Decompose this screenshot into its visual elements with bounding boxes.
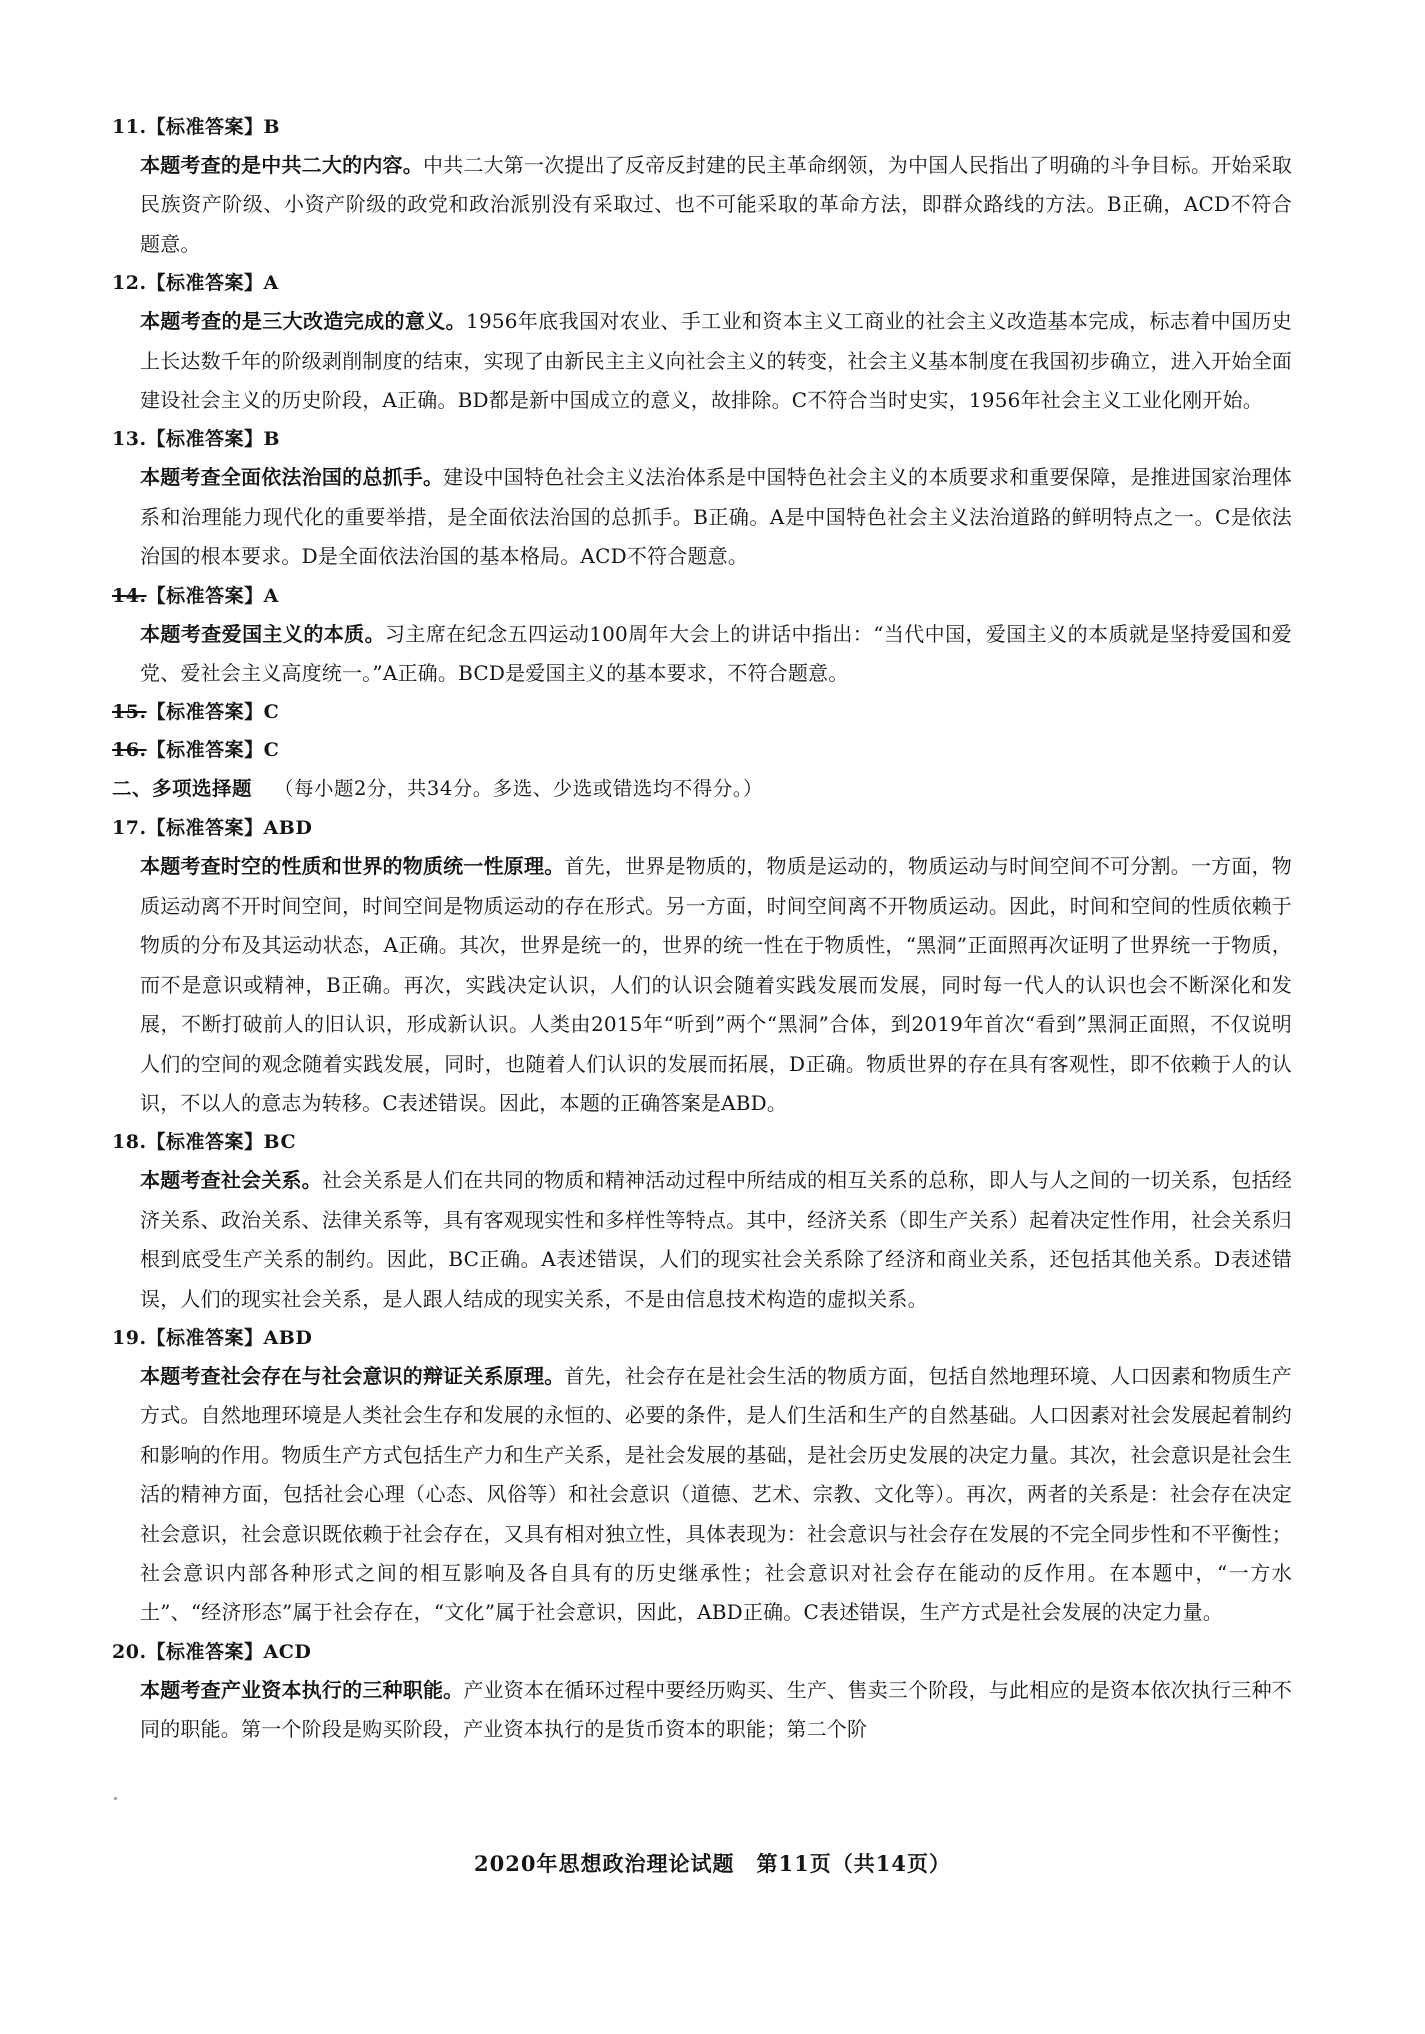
explanation-18 (112, 1161, 1292, 1319)
answer-19: 19.【标准答案】ABD (112, 1326, 313, 1349)
explanation-19-lead: 本题考查社会存在与社会意识的辩证关系原理。 (140, 1363, 565, 1388)
explanation-14-body: 习主席在纪念五四运动100周年大会上的讲话中指出：“当代中国，爱国主义的本质就是坚持爱国和爱党、爱社会主义高度统一。”A正确。BCD是爱国主义的基本要求，不符合题意。 (140, 621, 1292, 686)
answer-content (112, 108, 1292, 1750)
answer-14-number: 14. (112, 584, 147, 607)
explanation-20-body: 产业资本在循环过程中要经历购买、生产、售卖三个阶段，与此相应的是资本依次执行三种不同的职能。第一个阶段是购买阶段，产业资本执行的是货币资本的职能；第二个阶 (140, 1677, 1292, 1742)
explanation-18-body: 社会关系是人们在共同的物质和精神活动过程中所结成的相互关系的总称，即人与人之间的一切关系，包括经济关系、政治关系、法律关系等，具有客观现实性和多样性等特点。其中，经济关系（即生产关系）起着决定性作用，社会关系归根到底受生产关系的制约。因此，BC正确。A表述错误，人们的现实社会关系除了经济和商业关系，还包括其他关系。D表述错误，人们的现实社会关系，是人跟人结成的现实关系，不是由信息技术构造的虚拟关系。 (140, 1168, 1292, 1311)
answer-17: 17.【标准答案】ABD (112, 817, 313, 840)
answer-14-label: 【标准答案】A (146, 584, 279, 607)
answer-16-number: 16. (112, 739, 147, 762)
answer-15-number: 15. (112, 701, 147, 724)
explanation-14 (112, 615, 1292, 694)
explanation-11-body: 中共二大第一次提出了反帝反封建的民主革命纲领，为中国人民指出了明确的斗争目标。开始采取民族资产阶级、小资产阶级的政党和政治派别没有采取过、也不可能采取的革命方法，即群众路线的方法。B正确，ACD不符合题意。 (140, 153, 1292, 256)
answer-14 (112, 577, 1292, 615)
explanation-12-body: 1956年底我国对农业、手工业和资本主义工商业的社会主义改造基本完成，标志着中国历史上长达数千年的阶级剥削制度的结束，实现了由新民主主义向社会主义的转变，社会主义基本制度在我国初步确立，进入开始全面建设社会主义的历史阶段，A正确。BD都是新中国成立的意义，故排除。C不符合当时史实，1956年社会主义工业化刚开始。 (140, 309, 1292, 413)
explanation-20-lead: 本题考查产业资本执行的三种职能。 (140, 1677, 464, 1702)
answer-12: 12.【标准答案】A (112, 272, 279, 295)
answer-20: 20.【标准答案】ACD (112, 1640, 312, 1663)
section-title: 二、多项选择题 (112, 777, 253, 801)
answer-13: 13.【标准答案】B (112, 428, 281, 451)
explanation-13 (112, 458, 1292, 576)
explanation-11-lead: 本题考查的是中共二大的内容。 (140, 153, 423, 177)
explanation-17 (112, 847, 1292, 1123)
answer-16 (112, 731, 1292, 769)
answer-18: 18.【标准答案】BC (112, 1131, 297, 1154)
explanation-20 (112, 1671, 1292, 1750)
explanation-17-body: 首先，世界是物质的，物质是运动的，物质运动与时间空间不可分割。一方面，物质运动离不开时间空间，时间空间是物质运动的存在形式。另一方面，时间空间离不开物质运动。因此，时间和空间的性质依赖于物质的分布及其运动状态，A正确。其次，世界是统一的，世界的统一性在于物质性，“黑洞”正面照再次证明了世界统一于物质，而不是意识或精神，B正确。再次，实践决定认识，人们的认识会随着实践发展而发展，同时每一代人的认识也会不断深化和发展，不断打破前人的旧认识，形成新认识。人类由2015年“听到”两个“黑洞”合体，到2019年首次“看到”黑洞正面照，不仅说明人们的空间的观念随着实践发展，同时，也随着人们认识的发展而拓展，D正确。物质世界的存在具有客观性，即不依赖于人的认识，不以人的意志为转移。C表述错误。因此，本题的正确答案是ABD。 (140, 854, 1293, 1115)
explanation-13-lead: 本题考查全面依法治国的总抓手。 (140, 465, 444, 490)
explanation-18-lead: 本题考查社会关系。 (140, 1168, 322, 1193)
scan-speck (114, 1797, 117, 1800)
answer-15-label: 【标准答案】C (146, 701, 280, 724)
explanation-17-lead: 本题考查时空的性质和世界的物质统一性原理。 (140, 854, 565, 879)
answer-11: 11.【标准答案】B (112, 116, 281, 138)
explanation-19 (112, 1357, 1292, 1633)
section-note: （每小题2分，共34分。多选、少选或错选均不得分。） (274, 777, 763, 801)
page-footer: 2020年思想政治理论试题 第11页（共14页） (474, 1851, 951, 1876)
answer-15 (112, 693, 1292, 731)
explanation-14-lead: 本题考查爱国主义的本质。 (140, 621, 386, 646)
explanation-12-lead: 本题考查的是三大改造完成的意义。 (140, 309, 467, 334)
section-heading (112, 769, 1292, 809)
explanation-19-body: 首先，社会存在是社会生活的物质方面，包括自然地理环境、人口因素和物质生产方式。自然地理环境是人类社会生存和发展的永恒的、必要的条件，是人们生活和生产的自然基础。人口因素对社会发展起着制约和影响的作用。物质生产方式包括生产力和生产关系，是社会发展的基础，是社会历史发展的决定力量。其次，社会意识是社会生活的精神方面，包括社会心理（心态、风俗等）和社会意识（道德、艺术、宗教、文化等）。再次，两者的关系是：社会存在决定社会意识，社会意识既依赖于社会存在，又具有相对独立性，具体表现为：社会意识与社会存在发展的不完全同步性和不平衡性；社会意识内部各种形式之间的相互影响及各自具有的历史继承性；社会意识对社会存在能动的反作用。在本题中，“一方水土”、“经济形态”属于社会存在，“文化”属于社会意识，因此，ABD正确。C表述错误，生产方式是社会发展的决定力量。 (140, 1363, 1293, 1625)
explanation-12 (112, 302, 1292, 420)
explanation-11 (112, 146, 1292, 264)
answer-16-label: 【标准答案】C (146, 739, 280, 762)
explanation-13-body: 建设中国特色社会主义法治体系是中国特色社会主义的本质要求和重要保障，是推进国家治理体系和治理能力现代化的重要举措，是全面依法治国的总抓手。B正确。A是中国特色社会主义法治道路的鲜明特点之一。C是依法治国的根本要求。D是全面依法治国的基本格局。ACD不符合题意。 (140, 465, 1293, 569)
